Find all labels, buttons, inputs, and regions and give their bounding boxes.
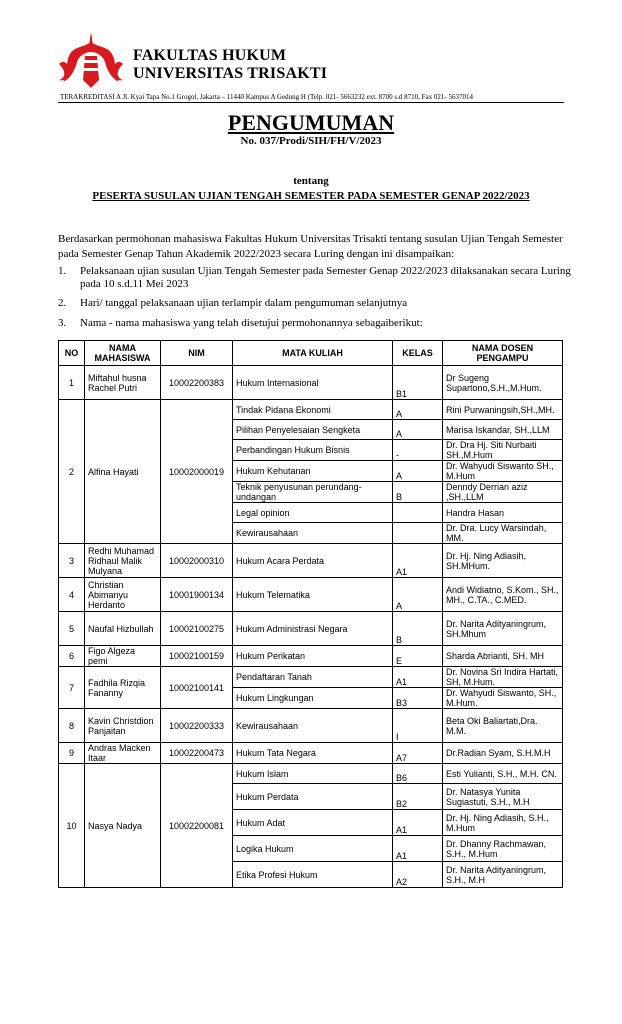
intro-paragraph: Berdasarkan permohonan mahasiswa Fakultas Hukum Universitas Trisakti tentang susulan Ujian Tengah Semester pada Semester Genap Tahun Akademik 2022/2023 secara Luring dengan ini disampaikan: [58,233,563,260]
cell-lecturer: Dr. Natasya Yunita Sugiastuti, S.H., M.H [443,784,563,810]
announcement-subject: PESERTA SUSULAN UJIAN TENGAH SEMESTER PADA SEMESTER GENAP 2022/2023 [92,190,530,202]
cell-course: Etika Profesi Hukum [233,862,393,888]
cell-no: 8 [59,709,85,743]
cell-student-name: Naufal Hizbullah [85,612,161,646]
institution-name [133,47,327,83]
cell-class: A7 [393,743,443,764]
cell-lecturer: Sharda Abrianti, SH. MH [443,646,563,667]
cell-lecturer: Dr. Hj. Ning Adiasih, SH.MHum. [443,544,563,578]
cell-class: B [393,612,443,646]
cell-course: Hukum Islam [233,764,393,784]
cell-nim: 10002100275 [161,612,233,646]
cell-student-name: Andras Macken Itaar [85,743,161,764]
cell-lecturer: Dr. Dra. Lucy Warsindah, MM. [443,523,563,544]
cell-course: Hukum Kehutanan [233,461,393,482]
table-row [59,612,563,646]
cell-class: B2 [393,784,443,810]
cell-no: 2 [59,400,85,544]
cell-lecturer: Rini Purwaningsih,SH.,MH. [443,400,563,420]
header-course: MATA KULIAH [233,341,393,366]
university-name: UNIVERSITAS TRISAKTI [133,65,328,82]
header-nim: NIM [161,341,233,366]
cell-student-name: Redhi Muhamad Ridhaul Malik Mulyana [85,544,161,578]
cell-no: 9 [59,743,85,764]
cell-lecturer: Dr. Wahyudi Siswanto SH., M.Hum [443,461,563,482]
cell-class: A [393,420,443,440]
cell-lecturer: Beta Oki Baliartati,Dra. M.M. [443,709,563,743]
cell-lecturer: Dr. Narita Adityaningrum, S.H., M.H [443,862,563,888]
table-row [59,366,563,400]
header-class: KELAS [393,341,443,366]
cell-class [393,503,443,523]
table-row [59,743,563,764]
table-header-row [59,341,563,366]
table-body [59,366,563,888]
cell-nim: 10002200333 [161,709,233,743]
cell-nim: 10001900134 [161,578,233,612]
table-row [59,544,563,578]
cell-student-name: Alfina Hayati [85,400,161,544]
list-item-text: Nama - nama mahasiswa yang telah disetujui permohonannya sebagaiberikut: [80,317,423,329]
address-line: TERAKREDITASI A Jl. Kyai Tapa No.1 Grogol, Jakarta – 11440 Kampus A Gedung H (Telp. 021- 5663232 ext. 8700 s.d 8710, Fax 021- 5637014 [60,93,473,101]
header-name: NAMA MAHASISWA [85,341,161,366]
cell-lecturer: Dr Sugeng Supartono,S.H.,M.Hum. [443,366,563,400]
header-no: NO [59,341,85,366]
table-row [59,646,563,667]
cell-student-name: Kavin Christdion Panjaitan [85,709,161,743]
faculty-name: FAKULTAS HUKUM [133,47,287,64]
cell-course: Hukum Adat [233,810,393,836]
cell-course: Perbandingan Hukum Bisnis [233,440,393,461]
table-row [59,764,563,784]
cell-lecturer: Handra Hasan [443,503,563,523]
cell-nim: 10002200383 [161,366,233,400]
cell-student-name: Christian Abimanyu Herdanto [85,578,161,612]
cell-nim: 10002100141 [161,667,233,709]
cell-nim: 10002100159 [161,646,233,667]
cell-student-name: Miftahul husna Rachel Putri [85,366,161,400]
cell-course: Hukum Administrasi Negara [233,612,393,646]
cell-course: Logika Hukum [233,836,393,862]
cell-course: Hukum Perikatan [233,646,393,667]
cell-student-name: Nasya Nadya [85,764,161,888]
cell-nim: 10002000019 [161,400,233,544]
cell-class [393,523,443,544]
cell-course: Hukum Tata Negara [233,743,393,764]
cell-nim: 10002200473 [161,743,233,764]
cell-student-name: Fadhila Rizqia Fananny [85,667,161,709]
table-row [59,667,563,688]
cell-class: - [393,440,443,461]
table-row [59,400,563,420]
list-item-number: 2. [58,297,67,309]
cell-class: A1 [393,810,443,836]
cell-course: Hukum Internasional [233,366,393,400]
list-item-number: 3. [58,317,67,329]
announcement-about: tentang [293,175,329,187]
header-divider [58,102,564,103]
students-table [58,340,563,888]
cell-nim: 10002000310 [161,544,233,578]
cell-course: Pilihan Penyelesaian Sengketa [233,420,393,440]
cell-lecturer: Dr. Wahyudi Siswanto, SH., M.Hum. [443,688,563,709]
table-row [59,709,563,743]
cell-no: 7 [59,667,85,709]
cell-lecturer: Dr. Hj. Ning Adiasih, S.H., M.Hum [443,810,563,836]
header-lecturer: NAMA DOSEN PENGAMPU [443,341,563,366]
list-item-number: 1. [58,265,67,277]
announcement-title: PENGUMUMAN [227,110,395,135]
cell-course: Pendaftaran Tanah [233,667,393,688]
cell-lecturer: Marisa Iskandar, SH.,LLM [443,420,563,440]
cell-course: Kewirausahaan [233,709,393,743]
cell-class: B6 [393,764,443,784]
cell-course: Hukum Acara Perdata [233,544,393,578]
cell-no: 3 [59,544,85,578]
cell-class: A [393,578,443,612]
cell-class: B [393,482,443,503]
announcement-number: No. 037/Prodi/SIH/FH/V/2023 [240,135,382,147]
table-row [59,578,563,612]
cell-course: Teknik penyusunan perundang-undangan [233,482,393,503]
cell-no: 5 [59,612,85,646]
cell-class: A [393,400,443,420]
cell-course: Legal opinion [233,503,393,523]
cell-course: Kewirausahaan [233,523,393,544]
trisakti-logo-icon [55,30,127,92]
cell-class: B3 [393,688,443,709]
cell-class: E [393,646,443,667]
cell-class: A1 [393,836,443,862]
cell-lecturer: Dr. Dhanny Rachmawan, S.H., M.Hum [443,836,563,862]
cell-class: B1 [393,366,443,400]
cell-lecturer: Andi Widiatno, S.Kom., SH., MH., C.TA., C.MED. [443,578,563,612]
cell-course: Hukum Perdata [233,784,393,810]
list-item-text: Pelaksanaan ujian susulan Ujian Tengah Semester pada Semester Genap 2022/2023 dilaksanakan secara Luring pada 10 s.d.11 Mei 2023 [80,265,571,290]
cell-class: I [393,709,443,743]
cell-lecturer: Dr. Narita Adityaningrum, SH.Mhum [443,612,563,646]
cell-class: A [393,461,443,482]
cell-course: Tindak Pidana Ekonomi [233,400,393,420]
cell-course: Hukum Telematika [233,578,393,612]
cell-class: A1 [393,544,443,578]
cell-course: Hukum Lingkungan [233,688,393,709]
cell-no: 6 [59,646,85,667]
cell-no: 4 [59,578,85,612]
cell-lecturer: Esti Yulianti, S.H., M.H. CN. [443,764,563,784]
list-item-text: Hari/ tanggal pelaksanaan ujian terlampir dalam pengumuman selanjutnya [80,297,408,309]
cell-lecturer: Denndy Derrian aziz ,SH.,LLM [443,482,563,503]
cell-no: 1 [59,366,85,400]
cell-class: A2 [393,862,443,888]
cell-nim: 10002200081 [161,764,233,888]
cell-lecturer: Dr.Radian Syam, S.H.M.H [443,743,563,764]
cell-lecturer: Dr. Dra Hj. Siti Nurbaiti SH.,M.Hum [443,440,563,461]
cell-no: 10 [59,764,85,888]
cell-student-name: Figo Algeza pemi [85,646,161,667]
cell-lecturer: Dr. Novina Sri Indira Hartati, SH, M.Hum. [443,667,563,688]
cell-class: A1 [393,667,443,688]
